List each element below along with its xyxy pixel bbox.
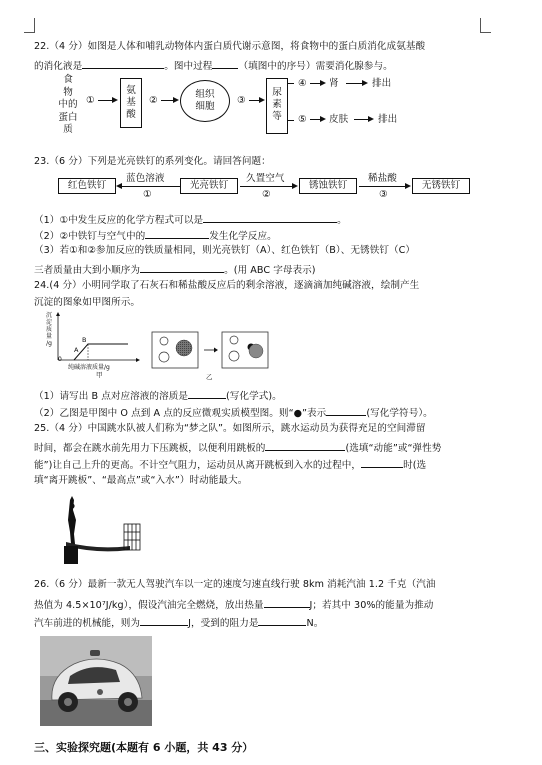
- q24-graph-jia: [44, 312, 140, 378]
- step-3-label: ③: [379, 189, 388, 200]
- red-nail-box: 红色铁钉: [58, 178, 116, 194]
- graph-x-label: 纯碱溶液质量/g: [68, 364, 110, 371]
- graph-origin: 0: [58, 356, 62, 363]
- q23-blank-2[interactable]: [145, 228, 209, 239]
- q23-sub3b: 三者质量由大到小顺序为 。(用 ABC 字母表示): [34, 262, 316, 277]
- clean-nail-box: 无锈铁钉: [412, 178, 470, 194]
- process-4-label: ④: [298, 78, 307, 89]
- q22-text-a: 的消化液是: [34, 61, 83, 72]
- urea-box: 尿 素 等: [266, 78, 288, 134]
- q23-sub1: （1）①中发生反应的化学方程式可以是 。: [34, 212, 347, 227]
- q24-sub2: （2）乙图是甲图中 O 点到 A 点的反应微观实质模型图。则“●”表示 (写化学符号）。: [34, 405, 433, 420]
- q23-nail-chain: [58, 172, 498, 206]
- air-exposure-label: 久置空气: [246, 173, 285, 184]
- food-protein-label: 食 物 中的 蛋白 质: [58, 74, 78, 135]
- q26-blank-3[interactable]: [258, 615, 306, 626]
- q25-line2: 时间，都会在跳水前先用力下压跳板，以便利用跳板的 (选填“动能”或“弹性势: [34, 440, 441, 455]
- q24-blank-2[interactable]: [326, 405, 366, 416]
- step-1-label: ①: [143, 189, 152, 200]
- q26-self-driving-car-photo: [40, 636, 152, 726]
- graph-caption-jia: 甲: [96, 371, 103, 379]
- q25-line3: 能”)让自己上升的更高。不计空气阻力，运动员从离开跳板到入水的过程中， 时(选: [34, 457, 426, 472]
- rusted-nail-box: 锈蚀铁钉: [299, 178, 357, 194]
- crop-mark-top-left: [24, 18, 35, 33]
- bright-nail-box: 光亮铁钉: [180, 178, 238, 194]
- graph-point-a: A: [74, 346, 79, 354]
- q23-sub3: （3）若①和②参加反应的铁质量相同，则光亮铁钉（A）、红色铁钉（B）、无锈铁钉（C）: [34, 245, 416, 256]
- q23-blank-1[interactable]: [203, 212, 337, 223]
- q22-metabolism-diagram: [54, 74, 434, 146]
- q22-line2: [34, 58, 393, 73]
- graph-y-label: 沉 淀 质 量 /g: [45, 312, 52, 347]
- step-2-label: ②: [262, 189, 271, 200]
- q25-blank-2[interactable]: [361, 457, 403, 468]
- micro-model-svg: [150, 330, 270, 372]
- excrete-label-1: 排出: [372, 78, 392, 89]
- graph-point-b: B: [82, 336, 87, 344]
- q24-line1: 24.(4 分）小明同学取了石灰石和稀盐酸反应后的剩余溶液，逐滴滴加纯碱溶液，绘制产生: [34, 280, 420, 291]
- q22-text-c: （填图中的序号）需要消化腺参与。: [238, 61, 393, 72]
- kidney-label: 肾: [329, 78, 339, 89]
- q24-model-yi: [150, 330, 270, 380]
- q24-blank-1[interactable]: [188, 388, 226, 399]
- q22-line1: 22.（4 分）如图是人体和哺乳动物体内蛋白质代谢示意图，将食物中的蛋白质消化成氨基酸: [34, 41, 426, 52]
- model-caption-yi: 乙: [206, 373, 213, 381]
- q26-line3: 汽车前进的机械能，则为 J，受到的阻力是 N。: [34, 615, 323, 630]
- q22-blank-1[interactable]: [82, 58, 164, 69]
- q26-blank-1[interactable]: [264, 597, 310, 608]
- process-5-label: ⑤: [298, 114, 307, 125]
- excrete-label-2: 排出: [378, 114, 398, 125]
- q23-line1: 23.（6 分）下列是光亮铁钉的系列变化。请回答问题：: [34, 156, 271, 167]
- tissue-cell-circle: 组织 细胞: [180, 80, 230, 122]
- q26-blank-2[interactable]: [140, 615, 188, 626]
- q25-diver-figure: [56, 494, 146, 564]
- section-3-heading: 三、实验探究题(本题有 6 小题，共 43 分）: [34, 741, 254, 754]
- q25-line1: 25.（4 分）中国跳水队被人们称为“梦之队”。如图所示，跳水运动员为获得充足的空间滞留: [34, 423, 426, 434]
- q26-line2: 热值为 4.5×10⁷J/kg），假设汽油完全燃烧，放出热量 J；若其中 30%的能量为推动: [34, 597, 433, 612]
- q22-blank-2[interactable]: [212, 58, 238, 69]
- process-3-label: ③: [237, 95, 246, 106]
- q25-blank-1[interactable]: [265, 440, 345, 451]
- q26-line1: 26.（6 分）最新一款无人驾驶汽车以一定的速度匀速直线行驶 8km 消耗汽油 1.2 千克（汽油: [34, 579, 436, 590]
- amino-acid-box: 氨 基 酸: [120, 78, 142, 128]
- blue-solution-label: 蓝色溶液: [126, 173, 165, 184]
- skin-label: 皮肤: [329, 114, 349, 125]
- car-svg: [40, 636, 152, 726]
- q24-sub1: （1）请写出 B 点对应溶液的溶质是 (写化学式)。: [34, 388, 282, 403]
- crop-mark-top-right: [480, 18, 491, 33]
- q23-blank-3[interactable]: [140, 262, 224, 273]
- q23-sub2: （2）②中铁钉与空气中的 发生化学反应。: [34, 228, 277, 243]
- process-1-label: ①: [86, 95, 95, 106]
- q24-line2: 沉淀的图象如甲图所示。: [34, 297, 141, 308]
- hcl-label: 稀盐酸: [368, 173, 397, 184]
- process-2-label: ②: [149, 95, 158, 106]
- diver-svg: [56, 494, 146, 564]
- q22-text-b: 。图中过程: [164, 61, 213, 72]
- q25-line4: 填“离开跳板”、“最高点”或“入水”）时动能最大。: [34, 475, 248, 486]
